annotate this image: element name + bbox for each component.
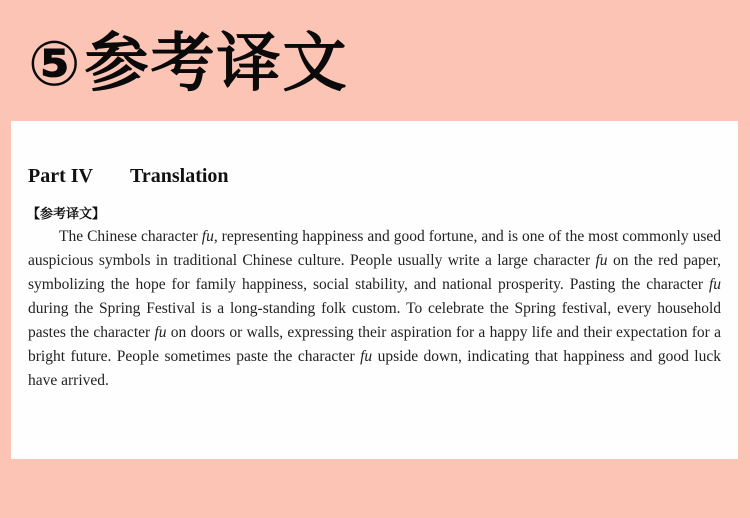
part-label: Part IV [28,165,93,187]
part-heading [28,165,229,188]
pinyin-fu: fu [360,348,373,365]
translation-paragraph [28,225,721,393]
section-number: ⑤ [28,27,81,100]
document-panel [11,121,738,459]
text-segment: during the Spring Festival is a long-standing folk custom. To celebrate the Spring festival, every household pastes the character [28,300,721,341]
pinyin-fu: fu [595,252,608,269]
text-segment: on the red paper, symbolizing the hope for family happiness, social stability, and national prosperity. Pasting the character [28,252,722,293]
text-segment: upside down, indicating that happiness and good luck have arrived. [28,348,721,389]
banner-heading: 参考译文 [84,27,349,101]
text-segment: on doors or walls, expressing their aspiration for a happy life and their expectation for a bright future. People sometimes paste the character [28,324,721,365]
reference-label: 【参考译文】 [27,207,106,222]
banner-title [28,22,349,106]
section-title: Translation [130,165,229,187]
text-segment: , representing happiness and good fortune, and is one of the most commonly used auspicious symbols in traditional Chinese culture. People usually write a large character [28,228,722,269]
pinyin-fu: fu [154,324,167,341]
text-segment: The Chinese character [59,228,202,245]
pinyin-fu: fu [708,276,721,293]
pinyin-fu: fu [201,228,214,245]
